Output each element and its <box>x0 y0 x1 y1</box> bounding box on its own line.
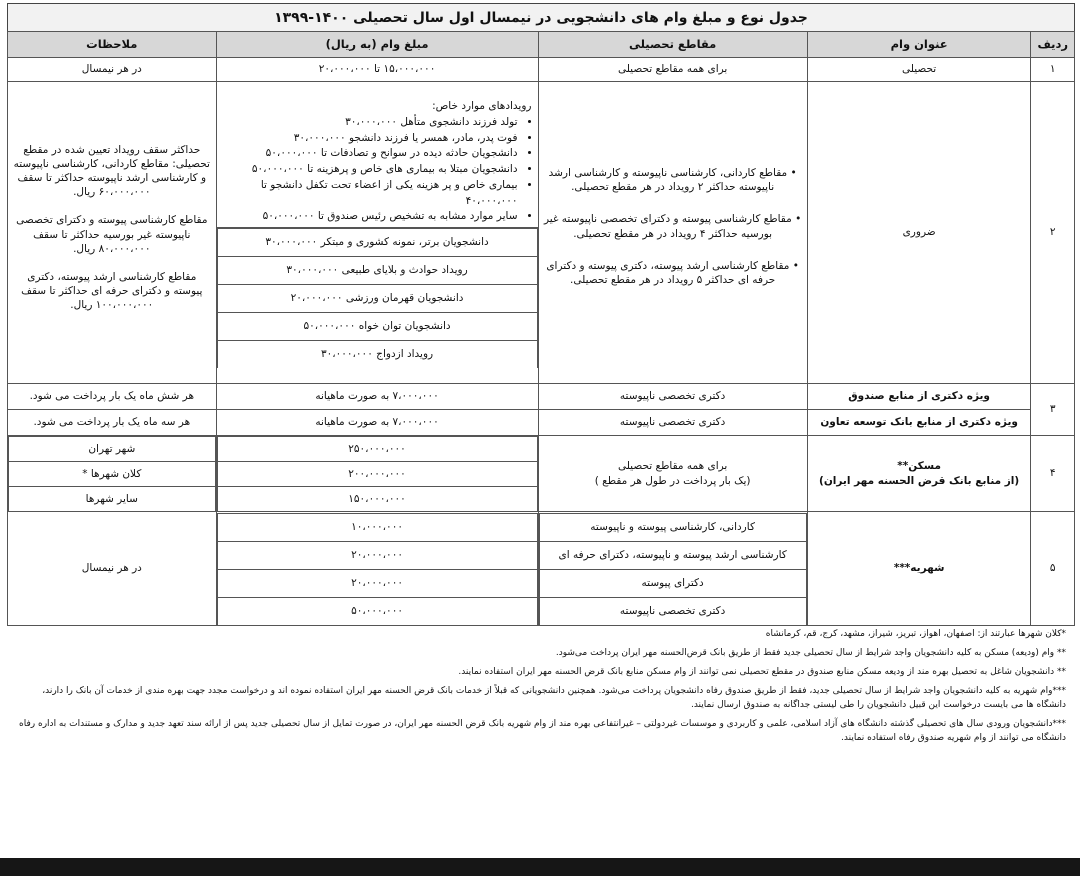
header-row-num: ردیف <box>1031 32 1075 58</box>
level-row: کاردانی، کارشناسی پیوسته و ناپیوسته <box>539 513 806 541</box>
loan-title: ویژه دکتری از منابع صندوق <box>807 384 1031 410</box>
table-row <box>8 384 1075 410</box>
amount-row: ۵۰،۰۰۰،۰۰۰ <box>217 597 537 625</box>
loan-title-sub: (از منابع بانک قرض الحسنه مهر ایران) <box>819 474 1020 487</box>
header-level: مقاطع تحصیلی <box>538 32 807 58</box>
list-item: • فوت پدر، مادر، همسر یا فرزند دانشجو ۳۰،۰۰۰،۰۰۰ <box>223 131 518 147</box>
loan-amount: ۷،۰۰۰،۰۰۰ به صورت ماهیانه <box>216 384 538 410</box>
level-row: دکتری تخصصی ناپیوسته <box>539 597 806 625</box>
note-row: سایر شهرها <box>9 487 216 512</box>
list-item: • تولد فرزند دانشجوی متأهل ۳۰،۰۰۰،۰۰۰ <box>223 115 518 131</box>
note-row: کلان شهرها * <box>9 462 216 487</box>
loan-title: شهریه*** <box>807 512 1031 626</box>
table-row <box>8 58 1075 82</box>
loan-title <box>807 436 1031 512</box>
table-row <box>8 512 1075 626</box>
list-item: • سایر موارد مشابه به تشخیص رئیس صندوق تا ۵۰،۰۰۰،۰۰۰ <box>223 209 518 225</box>
notes-subtable <box>8 436 216 511</box>
amount-row: رویداد ازدواج ۳۰،۰۰۰،۰۰۰ <box>217 341 537 369</box>
note-row: شهر تهران <box>9 437 216 462</box>
level-item: • مقاطع کاردانی، کارشناسی ناپیوسته و کارشناسی ارشد ناپیوسته حداکثر ۲ رویداد در هر مقطع تحصیلی. <box>548 166 797 194</box>
note-item: مقاطع کارشناسی ارشد پیوسته، دکتری پیوسته و دکترای حرفه ای حداکثر تا سقف ۱۰۰،۰۰۰،۰۰۰ ریال. <box>21 270 203 312</box>
list-item: • دانشجویان حادثه دیده در سوانح و تصادفات تا ۵۰،۰۰۰،۰۰۰ <box>223 146 518 162</box>
table-row <box>8 436 1075 512</box>
loan-level <box>538 82 807 384</box>
footnote: ***وام شهریه به کلیه دانشجویان واجد شرایط از سال تحصیلی جدید، فقط از طریق صندوق رفاه دانشجویان پرداخت می‌شود. همچنین دانشجویانی که قبلاً از خدمات بانک قرض الحسنه مهر ایران استفاده نموده اند و درخواست مجدد جهت بهره مندی از خدمات آن بانک را دارند، دانشگاه ها می بایست درخواست این قبیل دانشجویان را طی لیستی جداگانه به صندوق ارسال نمایند. <box>42 685 1066 710</box>
loan-level <box>538 512 807 626</box>
list-item: • دانشجویان مبتلا به بیماری های خاص و پرهزینه تا ۵۰،۰۰۰،۰۰۰ <box>223 162 518 178</box>
loan-notes <box>8 82 217 384</box>
row-num: ۲ <box>1031 82 1075 384</box>
bottom-bar <box>0 858 1080 876</box>
level-row: دکترای پیوسته <box>539 569 806 597</box>
footnote: ** وام (ودیعه) مسکن به کلیه دانشجویان واجد شرایط از سال تحصیلی جدید فقط از طریق بانک قرض‌الحسنه مهر ایران پرداخت می‌شود. <box>555 647 1066 658</box>
row-num: ۳ <box>1031 384 1075 436</box>
level-sub: (یک بار پرداخت در طول هر مقطع ) <box>594 474 751 487</box>
loan-amount <box>216 82 538 384</box>
loan-notes: در هر نیمسال <box>8 58 217 82</box>
loan-level: برای همه مقاطع تحصیلی <box>538 58 807 82</box>
loan-table <box>7 31 1075 626</box>
footnote: ***دانشجویان ورودی سال های تحصیلی گذشته دانشگاه های آزاد اسلامی، علمی و کاربردی و موسسات غیردولتی – غیرانتفاعی بهره مند از وام شهریه بانک قرض الحسنه مهر ایران، در صورت تمایل از سال تحصیلی جدید پس از ارائه سند تعهد جدید و مدارک و مستندات به اداره رفاه دانشگاه می توانند از وام شهریه صندوق رفاه استفاده نمایند. <box>19 718 1066 743</box>
amount-row: دانشجویان قهرمان ورزشی ۲۰،۰۰۰،۰۰۰ <box>217 285 537 313</box>
loan-title: تحصیلی <box>807 58 1031 82</box>
amount-subtable <box>217 436 538 511</box>
loan-amount: ۱۵،۰۰۰،۰۰۰ تا ۲۰،۰۰۰،۰۰۰ <box>216 58 538 82</box>
row-num: ۵ <box>1031 512 1075 626</box>
note-item: حداکثر سقف رویداد تعیین شده در مقطع تحصیلی: مقاطع کاردانی، کارشناسی ناپیوسته و کارشناسی ارشد ناپیوسته حداکثر تا سقف ۶۰،۰۰۰،۰۰۰ ریال. <box>13 143 210 199</box>
amount-row: دانشجویان برتر، نمونه کشوری و مبتکر ۳۰،۰۰۰،۰۰۰ <box>217 229 537 257</box>
special-heading: رویدادهای موارد خاص: <box>432 100 532 112</box>
header-amount: مبلغ وام (به ریال) <box>216 32 538 58</box>
level-main: برای همه مقاطع تحصیلی <box>617 460 728 473</box>
header-loan-title: عنوان وام <box>807 32 1031 58</box>
footnote: ** دانشجویان شاغل به تحصیل بهره مند از ودیعه مسکن منابع صندوق در مقطع تحصیلی نمی توانند از وام مسکن منابع بانک قرض الحسنه مهر ایران استفاده نمایند. <box>458 666 1066 677</box>
level-row: کارشناسی ارشد پیوسته و ناپیوسته، دکترای حرفه ای <box>539 541 806 569</box>
special-list <box>223 115 532 225</box>
list-item: • بیماری خاص و پر هزینه یکی از اعضاء تحت تکفل دانشجو تا ۴۰،۰۰۰،۰۰۰ <box>223 178 518 210</box>
row-num: ۴ <box>1031 436 1075 512</box>
amount-row: ۲۰۰،۰۰۰،۰۰۰ <box>217 462 537 487</box>
table-title: جدول نوع و مبلغ وام های دانشجویی در نیمسال اول سال تحصیلی ۱۴۰۰-۱۳۹۹ <box>7 3 1075 31</box>
loan-title-main: مسکن** <box>897 460 941 473</box>
footnotes <box>10 628 1066 751</box>
amount-row: ۲۰،۰۰۰،۰۰۰ <box>217 541 537 569</box>
level-item: • مقاطع کارشناسی ارشد پیوسته، دکتری پیوسته و دکترای حرفه ای حداکثر ۵ رویداد در هر مقطع تحصیلی. <box>546 259 799 286</box>
table-row <box>8 82 1075 384</box>
loan-level: دکتری تخصصی ناپیوسته <box>538 410 807 436</box>
loan-title: ویژه دکتری از منابع بانک توسعه تعاون <box>807 410 1031 436</box>
level-subtable <box>539 513 807 625</box>
loan-amount: ۷،۰۰۰،۰۰۰ به صورت ماهیانه <box>216 410 538 436</box>
loan-level: دکتری تخصصی ناپیوسته <box>538 384 807 410</box>
amount-row: دانشجویان توان خواه ۵۰،۰۰۰،۰۰۰ <box>217 313 537 341</box>
loan-amount <box>216 512 538 626</box>
amount-subtable <box>217 513 538 625</box>
loan-notes: در هر نیمسال <box>8 512 217 626</box>
loan-title: ضروری <box>807 82 1031 384</box>
table-row <box>8 410 1075 436</box>
footnote: *کلان شهرها عبارتند از: اصفهان، اهواز، تبریز، شیراز، مشهد، کرج، قم، کرمانشاه <box>765 629 1066 639</box>
amount-row: رویداد حوادث و بلایای طبیعی ۳۰،۰۰۰،۰۰۰ <box>217 257 537 285</box>
amount-row: ۲۵۰،۰۰۰،۰۰۰ <box>217 437 537 462</box>
loan-notes: هر شش ماه یک بار پرداخت می شود. <box>8 384 217 410</box>
loan-level <box>538 436 807 512</box>
row-num: ۱ <box>1031 58 1075 82</box>
table-header-row <box>8 32 1075 58</box>
loan-amount <box>216 436 538 512</box>
loan-notes: هر سه ماه یک بار پرداخت می شود. <box>8 410 217 436</box>
loan-notes <box>8 436 217 512</box>
amount-row: ۱۰،۰۰۰،۰۰۰ <box>217 513 537 541</box>
special-events-block <box>217 97 538 228</box>
header-notes: ملاحظات <box>8 32 217 58</box>
note-item: مقاطع کارشناسی پیوسته و دکترای تخصصی ناپیوسته غیر بورسیه حداکثر تا سقف ۸۰،۰۰۰،۰۰۰ ریال. <box>16 214 208 255</box>
amount-row: ۲۰،۰۰۰،۰۰۰ <box>217 569 537 597</box>
amount-subtable <box>217 228 538 368</box>
level-item: • مقاطع کارشناسی پیوسته و دکترای تخصصی ناپیوسته غیر بورسیه حداکثر ۴ رویداد در هر مقطع تحصیلی. <box>544 213 802 240</box>
amount-row: ۱۵۰،۰۰۰،۰۰۰ <box>217 487 537 512</box>
